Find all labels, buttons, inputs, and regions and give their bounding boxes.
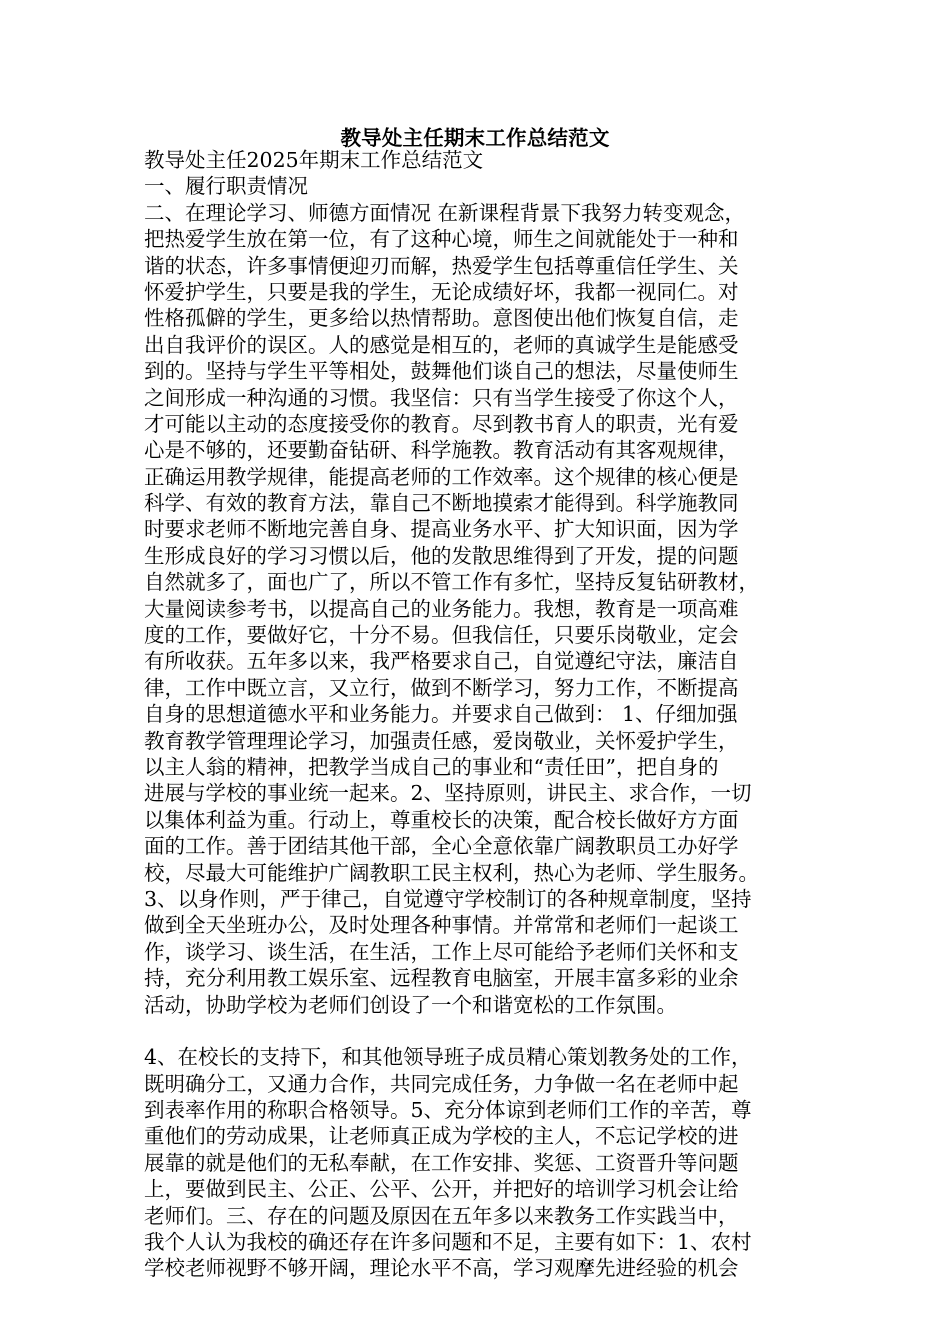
text-line: 作，谈学习、谈生活，在生活，工作上尽可能给予老师们关怀和支	[144, 939, 739, 964]
text-line: 时要求老师不断地完善自身、提高业务水平、扩大知识面，因为学	[144, 517, 739, 542]
text-line: 性格孤僻的学生，更多给以热情帮助。意图使出他们恢复自信，走	[144, 306, 739, 331]
text-line: 把热爱学生放在第一位，有了这种心境，师生之间就能处于一种和	[144, 227, 739, 252]
text-line: 以集体利益为重。行动上，尊重校长的决策，配合校长做好方方面	[144, 807, 739, 832]
text-line: 大量阅读参考书，以提高自己的业务能力。我想，教育是一项高难	[144, 596, 739, 621]
text-line: 心是不够的，还要勤奋钻研、科学施教。教育活动有其客观规律，	[144, 438, 739, 463]
text-line: 校，尽最大可能维护广阔教职工民主权利，热心为老师、学生服务。	[144, 860, 759, 885]
text-line: 上，要做到民主、公正、公平、公开，并把好的培训学习机会让给	[144, 1177, 739, 1202]
text-line: 做到全天坐班办公，及时处理各种事情。并常常和老师们一起谈工	[144, 913, 739, 938]
text-line: 3、以身作则，严于律己，自觉遵守学校制订的各种规章制度，坚持	[144, 886, 752, 911]
text-line: 持，充分利用教工娱乐室、远程教育电脑室，开展丰富多彩的业余	[144, 966, 739, 991]
text-line: 重他们的劳动成果，让老师真正成为学校的主人，不忘记学校的进	[144, 1124, 739, 1149]
text-line: 有所收获。五年多以来，我严格要求自己，自觉遵纪守法，廉洁自	[144, 649, 739, 674]
text-line: 教导处主任2025年期末工作总结范文	[144, 148, 484, 172]
text-line: 怀爱护学生，只要是我的学生，无论成绩好坏，我都一视同仁。对	[144, 279, 739, 304]
text-line: 老师们。三、存在的问题及原因在五年多以来教务工作实践当中，	[144, 1203, 739, 1228]
text-line: 以主人翁的精神，把教学当成自己的事业和“责任田”，把自身的	[144, 754, 719, 779]
text-line: 出自我评价的误区。人的感觉是相互的，老师的真诚学生是能感受	[144, 332, 739, 357]
document-body	[144, 147, 808, 1282]
text-line: 进展与学校的事业统一起来。2、坚持原则，讲民主、求合作，一切	[144, 781, 752, 806]
text-line: 科学、有效的教育方法，靠自己不断地摸索才能得到。科学施教同	[144, 491, 739, 516]
text-line: 活动，协助学校为老师们创设了一个和谐宽松的工作氛围。	[144, 992, 677, 1017]
blank-line	[144, 1018, 808, 1044]
text-line: 一、履行职责情况	[144, 174, 308, 199]
text-line: 才可能以主动的态度接受你的教育。尽到教书育人的职责，光有爱	[144, 411, 739, 436]
text-line: 到的。坚持与学生平等相处，鼓舞他们谈自己的想法，尽量使师生	[144, 359, 739, 384]
text-line: 之间形成一种沟通的习惯。我坚信：只有当学生接受了你这个人，	[144, 385, 739, 410]
text-line: 面的工作。善于团结其他干部，全心全意依靠广阔教职员工办好学	[144, 834, 739, 859]
text-line: 既明确分工，又通力合作，共同完成任务，力争做一名在老师中起	[144, 1071, 739, 1096]
text-line: 自身的思想道德水平和业务能力。并要求自己做到： 1、仔细加强	[144, 702, 738, 727]
text-line: 学校老师视野不够开阔，理论水平不高，学习观摩先进经验的机会	[144, 1256, 739, 1281]
text-line: 生形成良好的学习习惯以后，他的发散思维得到了开发，提的问题	[144, 543, 739, 568]
text-line: 二、在理论学习、师德方面情况 在新课程背景下我努力转变观念，	[144, 200, 746, 225]
text-line: 到表率作用的称职合格领导。5、充分体谅到老师们工作的辛苦，尊	[144, 1098, 752, 1123]
text-line: 教育教学管理理论学习，加强责任感，爱岗敬业，关怀爱护学生，	[144, 728, 739, 753]
text-line: 自然就多了，面也广了，所以不管工作有多忙，坚持反复钻研教材，	[144, 570, 759, 595]
text-line: 我个人认为我校的确还存在许多问题和不足，主要有如下：1、农村	[144, 1230, 752, 1255]
text-line: 律，工作中既立言，又立行，做到不断学习，努力工作，不断提高	[144, 675, 739, 700]
text-line: 正确运用教学规律，能提高老师的工作效率。这个规律的核心便是	[144, 464, 739, 489]
text-line: 度的工作，要做好它，十分不易。但我信任，只要乐岗敬业，定会	[144, 623, 739, 648]
document-title: 教导处主任期末工作总结范文	[340, 126, 610, 150]
text-line: 4、在校长的支持下，和其他领导班子成员精心策划教务处的工作，	[144, 1045, 752, 1070]
text-line: 谐的状态，许多事情便迎刃而解，热爱学生包括尊重信任学生、关	[144, 253, 739, 278]
text-line: 展靠的就是他们的无私奉献，在工作安排、奖惩、工资晋升等问题	[144, 1150, 739, 1175]
